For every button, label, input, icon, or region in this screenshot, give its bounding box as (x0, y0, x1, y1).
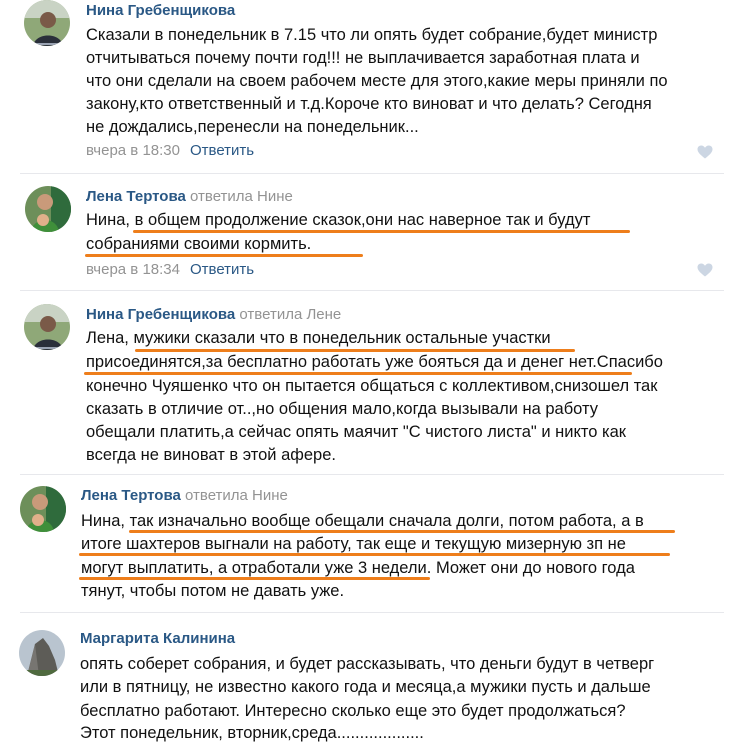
comment-text-line: Нина, в общем продолжение сказок,они нас наверное так и будут (86, 211, 591, 229)
avatar[interactable] (20, 486, 66, 532)
comment-text-line: присоединятся,за бесплатно работать уже бояться да и денег нет.Спасибо (86, 353, 663, 371)
avatar-photo (20, 486, 66, 532)
separator (20, 173, 724, 174)
reply-to-label[interactable]: ответила Лене (239, 306, 342, 323)
comment-text-line: конечно Чуяшенко что он пытается общаться с коллективом,снизошел так (86, 377, 658, 395)
avatar[interactable] (24, 304, 70, 350)
comment-text-line: не дождались,перенесли на понедельник... (86, 118, 419, 136)
author-name[interactable]: Нина Гребенщикова (86, 306, 236, 323)
comment-text-line: бесплатно работают. Интересно сколько еще это будет продолжаться? (80, 702, 626, 720)
avatar-photo (24, 304, 70, 350)
author-name[interactable]: Нина Гребенщикова (86, 2, 236, 19)
reply-button[interactable]: Ответить (189, 261, 255, 278)
comment-text-line: могут выплатить, а отработали уже 3 недели. Может они до нового года (81, 559, 635, 577)
highlight-underline (129, 530, 675, 533)
heart-icon[interactable] (697, 145, 713, 159)
avatar[interactable] (25, 186, 71, 232)
separator (20, 612, 724, 613)
highlight-underline (135, 349, 575, 352)
comment-text-line: сказать в отличие от..,но общения мало,когда вызывали на работу (86, 400, 598, 418)
comment-date[interactable]: вчера в 18:34 (86, 261, 180, 278)
author-name[interactable]: Лена Тертова (81, 487, 181, 504)
comment-text-line: итоге шахтеров выгнали на работу, так еще и текущую мизерную зп не (81, 535, 626, 553)
comment-text-line: всегда не виноват в этой афере. (86, 446, 336, 464)
comment-date[interactable]: вчера в 18:30 (86, 142, 180, 159)
comment-text-line: опять соберет собрания, и будет рассказывать, что деньги будут в четверг (80, 655, 655, 673)
highlight-underline (85, 254, 363, 257)
author-name[interactable]: Маргарита Калинина (80, 630, 236, 647)
highlight-underline (84, 372, 632, 375)
comment-text-line: закону,кто ответственный и т.д.Короче кто виноват и что делать? Сегодня (86, 95, 652, 113)
comment-text-line: Сказали в понедельник в 7.15 что ли опять будет собрание,будет министр (86, 26, 658, 44)
comment-text-line: или в пятницу, не известно какого года и месяца,а мужики пусть и дальше (80, 678, 651, 696)
comment-text-line: Лена, мужики сказали что в понедельник остальные участки (86, 329, 551, 347)
reply-button[interactable]: Ответить (189, 142, 255, 159)
comment-text-line: что они сделали на своем рабочем месте для этого,какие меры приняли по (86, 72, 668, 90)
comment-text-line: обещали платить,а сейчас опять маячит "С чистого листа" и никто как (86, 423, 627, 441)
author-name[interactable]: Лена Тертова (86, 188, 186, 205)
avatar-photo (25, 186, 71, 232)
avatar[interactable] (19, 630, 65, 676)
highlight-underline (79, 577, 430, 580)
highlight-underline (133, 230, 630, 233)
comment-text-line: собраниями своими кормить. (86, 235, 312, 253)
avatar-photo (24, 0, 70, 46)
reply-to-label[interactable]: ответила Нине (190, 188, 293, 205)
comment-text-line: Этот понедельник, вторник,среда................... (80, 724, 424, 742)
comment-text-line: отчитываться почему почти год!!! не выплачивается заработная плата и (86, 49, 640, 67)
reply-to-label[interactable]: ответила Нине (185, 487, 288, 504)
separator (20, 290, 724, 291)
heart-icon[interactable] (697, 263, 713, 277)
comment-text-line: Нина, так изначально вообще обещали сначала долги, потом работа, а в (81, 512, 644, 530)
comment-text-line: тянут, чтобы потом не давать уже. (81, 582, 345, 600)
separator (20, 474, 724, 475)
avatar-photo (19, 630, 65, 676)
avatar[interactable] (24, 0, 70, 46)
highlight-underline (79, 553, 670, 556)
